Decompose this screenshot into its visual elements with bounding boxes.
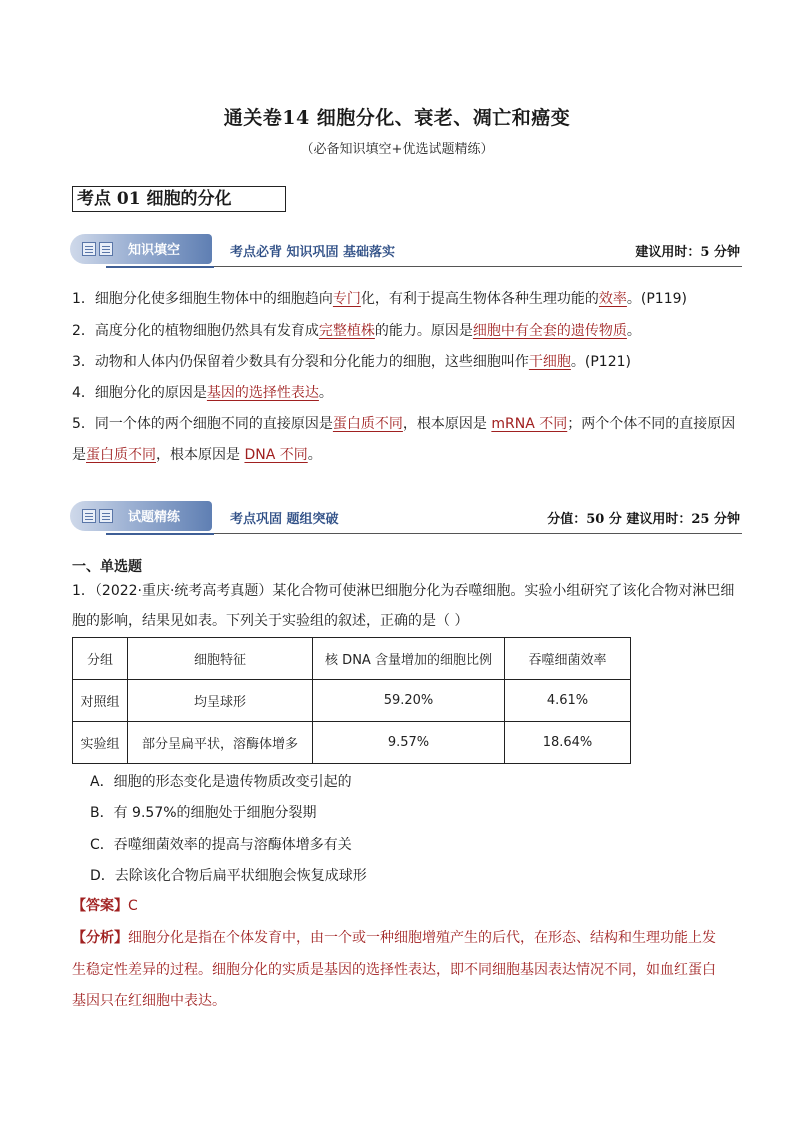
analysis-line-2: 生稳定性差异的过程。细胞分化的实质是基因的选择性表达，即不同细胞基因表达情况不同，如血红蛋白: [72, 962, 716, 978]
answer-label: 【答案】: [72, 898, 128, 914]
table-cell: 均呈球形: [128, 680, 313, 722]
knowledge-item-1: [72, 289, 742, 309]
table-cell: 对照组: [73, 680, 128, 722]
knowledge-text: 。: [307, 447, 322, 463]
results-table: [72, 637, 631, 764]
knowledge-text: 。: [318, 385, 333, 401]
table-cell: 4.61%: [505, 680, 631, 722]
table-header-cell: 核 DNA 含量增加的细胞比例: [313, 638, 505, 680]
answer-value: C: [128, 898, 138, 914]
table-cell: 9.57%: [313, 722, 505, 764]
knowledge-text: 。(P119): [626, 291, 687, 307]
knowledge-item-4: [72, 383, 742, 403]
section-bar-practice: [70, 499, 742, 535]
section-tagline: 考点必背 知识巩固 基础落实: [230, 245, 396, 260]
table-cell: 部分呈扁平状，溶酶体增多: [128, 722, 313, 764]
question-stem-line2: 胞的影响，结果见如表。下列关于实验组的叙述，正确的是（ ）: [72, 613, 469, 629]
knowledge-text: 4．细胞分化的原因是: [72, 385, 207, 401]
knowledge-text: 。(P121): [570, 354, 631, 370]
question-stem-line1: 1．（2022·重庆·统考高考真题）某化合物可使淋巴细胞分化为吞噬细胞。实验小组研究了该化合物对淋巴细: [72, 583, 735, 599]
knowledge-text: 2．高度分化的植物细胞仍然具有发育成: [72, 323, 319, 339]
answer-blank: 细胞中有全套的遗传物质: [472, 323, 627, 339]
knowledge-text: 是: [72, 447, 86, 463]
knowledge-text: ；两个个体不同的直接原因: [567, 416, 736, 432]
knowledge-text: ，根本原因是: [402, 416, 492, 432]
answer-blank: 蛋白质不同: [86, 447, 156, 463]
section-divider: [214, 533, 742, 534]
option-a: A．细胞的形态变化是遗传物质改变引起的: [90, 774, 352, 790]
table-header-cell: 细胞特征: [128, 638, 313, 680]
section-pill: [70, 501, 212, 531]
analysis-label: 【分析】: [72, 930, 128, 946]
analysis-line-3: 基因只在红细胞中表达。: [72, 993, 226, 1009]
knowledge-item-5: [72, 414, 742, 434]
knowledge-text: ，根本原因是: [156, 447, 245, 463]
book-icon: [82, 509, 96, 523]
page-subtitle: （必备知识填空+优选试题精练）: [300, 142, 494, 157]
suggested-time: 建议用时：5 分钟: [635, 245, 740, 260]
analysis-text: 细胞分化是指在个体发育中，由一个或一种细胞增殖产生的后代，在形态、结构和生理功能上发: [128, 930, 716, 946]
analysis-line-1: [72, 928, 742, 948]
topic-heading: 考点 01 细胞的分化: [72, 186, 286, 212]
section-label: 试题精练: [128, 510, 181, 525]
answer-blank: 完整植株: [318, 323, 375, 339]
question-type-heading: 一、单选题: [72, 559, 142, 575]
answer-blank: DNA 不同: [244, 447, 308, 463]
book-icon: [99, 242, 113, 256]
answer-line: [72, 896, 742, 916]
table-cell: 59.20%: [313, 680, 505, 722]
option-d: D．去除该化合物后扁平状细胞会恢复成球形: [90, 868, 367, 884]
answer-blank: mRNA 不同: [491, 416, 568, 432]
table-header-cell: 分组: [73, 638, 128, 680]
knowledge-text: 化，有利于提高生物体各种生理功能的: [360, 291, 599, 307]
knowledge-text: 5．同一个体的两个细胞不同的直接原因是: [72, 416, 333, 432]
knowledge-text: 1．细胞分化使多细胞生物体中的细胞趋向: [72, 291, 333, 307]
knowledge-item-5-cont: [72, 445, 742, 465]
answer-blank: 基因的选择性表达: [206, 385, 319, 401]
section-underline: [106, 533, 214, 535]
page-title: 通关卷14 细胞分化、衰老、凋亡和癌变: [223, 107, 571, 129]
score-and-time: 分值：50 分 建议用时：25 分钟: [547, 512, 740, 527]
knowledge-item-2: [72, 321, 742, 341]
knowledge-text: 。: [626, 323, 641, 339]
answer-blank: 效率: [598, 291, 627, 307]
answer-blank: 专门: [332, 291, 361, 307]
section-bar-knowledge: [70, 232, 742, 268]
knowledge-text: 的能力。原因是: [374, 323, 473, 339]
section-underline: [106, 266, 214, 268]
section-tagline: 考点巩固 题组突破: [230, 512, 339, 527]
answer-blank: 蛋白质不同: [332, 416, 403, 432]
answer-blank: 干细胞: [528, 354, 571, 370]
table-row: [73, 722, 631, 764]
table-header-row: [73, 638, 631, 680]
knowledge-text: 3．动物和人体内仍保留着少数具有分裂和分化能力的细胞，这些细胞叫作: [72, 354, 529, 370]
section-divider: [214, 266, 742, 267]
section-label: 知识填空: [128, 243, 181, 258]
section-pill: [70, 234, 212, 264]
book-icon: [99, 509, 113, 523]
table-header-cell: 吞噬细菌效率: [505, 638, 631, 680]
table-cell: 实验组: [73, 722, 128, 764]
option-c: C．吞噬细菌效率的提高与溶酶体增多有关: [90, 837, 352, 853]
book-icon: [82, 242, 96, 256]
table-cell: 18.64%: [505, 722, 631, 764]
table-row: [73, 680, 631, 722]
option-b: B．有 9.57%的细胞处于细胞分裂期: [90, 805, 317, 821]
knowledge-item-3: [72, 352, 742, 372]
